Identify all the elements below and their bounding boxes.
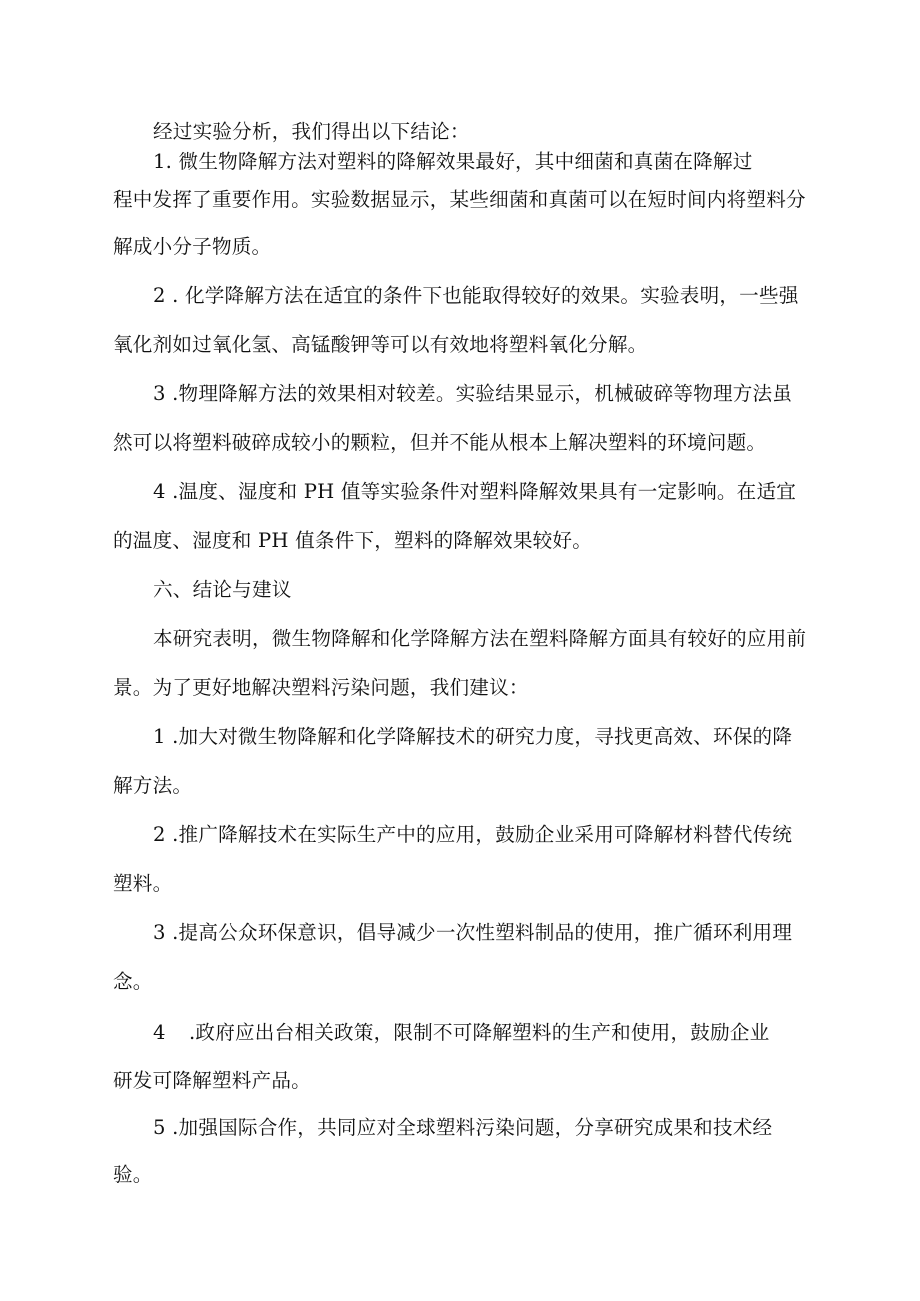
suggestion-line: 念。 bbox=[113, 970, 153, 993]
conclusion-line: 程中发挥了重要作用。实验数据显示，某些细菌和真菌可以在短时间内将塑料分 bbox=[113, 188, 806, 211]
conclusion-line: 解成小分子物质。 bbox=[113, 235, 272, 258]
suggestion-line bbox=[153, 1021, 769, 1045]
conclusion-line: 2 . 化学降解方法在适宜的条件下也能取得较好的效果。实验表明，一些强 bbox=[153, 284, 799, 307]
summary-line: 景。为了更好地解决塑料污染问题，我们建议： bbox=[113, 676, 529, 699]
intro-text: 经过实验分析，我们得出以下结论： bbox=[153, 120, 470, 143]
suggestion-line: 验。 bbox=[113, 1163, 153, 1186]
suggestion-line: 塑料。 bbox=[113, 872, 173, 895]
conclusion-line: 3 .物理降解方法的效果相对较差。实验结果显示，机械破碎等物理方法虽 bbox=[153, 382, 793, 405]
conclusion-line: 的温度、湿度和 PH 值条件下，塑料的降解效果较好。 bbox=[113, 529, 592, 552]
section-heading: 六、结论与建议 bbox=[153, 578, 292, 601]
conclusion-line: 然可以将塑料破碎成较小的颗粒，但并不能从根本上解决塑料的环境问题。 bbox=[113, 431, 767, 454]
suggestion-line: 5 .加强国际合作，共同应对全球塑料污染问题，分享研究成果和技术经 bbox=[153, 1116, 773, 1139]
conclusion-line: 氧化剂如过氧化氢、高锰酸钾等可以有效地将塑料氧化分解。 bbox=[113, 333, 648, 356]
summary-line: 本研究表明，微生物降解和化学降解方法在塑料降解方面具有较好的应用前 bbox=[153, 627, 807, 650]
conclusion-line: 4 .温度、湿度和 PH 值等实验条件对塑料降解效果具有一定影响。在适宜 bbox=[153, 480, 797, 503]
suggestion-line: 1 .加大对微生物降解和化学降解技术的研究力度，寻找更高效、环保的降 bbox=[153, 725, 793, 748]
suggestion-line: 解方法。 bbox=[113, 774, 193, 797]
suggestion-line: 研发可降解塑料产品。 bbox=[113, 1069, 311, 1092]
suggestion-number: 4 bbox=[153, 1021, 166, 1044]
suggestion-line: 3 .提高公众环保意识，倡导减少一次性塑料制品的使用，推广循环利用理 bbox=[153, 921, 793, 944]
suggestion-text: .政府应出台相关政策，限制不可降解塑料的生产和使用，鼓励企业 bbox=[189, 1021, 770, 1044]
conclusion-line: 1. 微生物降解方法对塑料的降解效果最好，其中细菌和真菌在降解过 bbox=[153, 150, 753, 173]
suggestion-line: 2 .推广降解技术在实际生产中的应用，鼓励企业采用可降解材料替代传统 bbox=[153, 823, 793, 846]
